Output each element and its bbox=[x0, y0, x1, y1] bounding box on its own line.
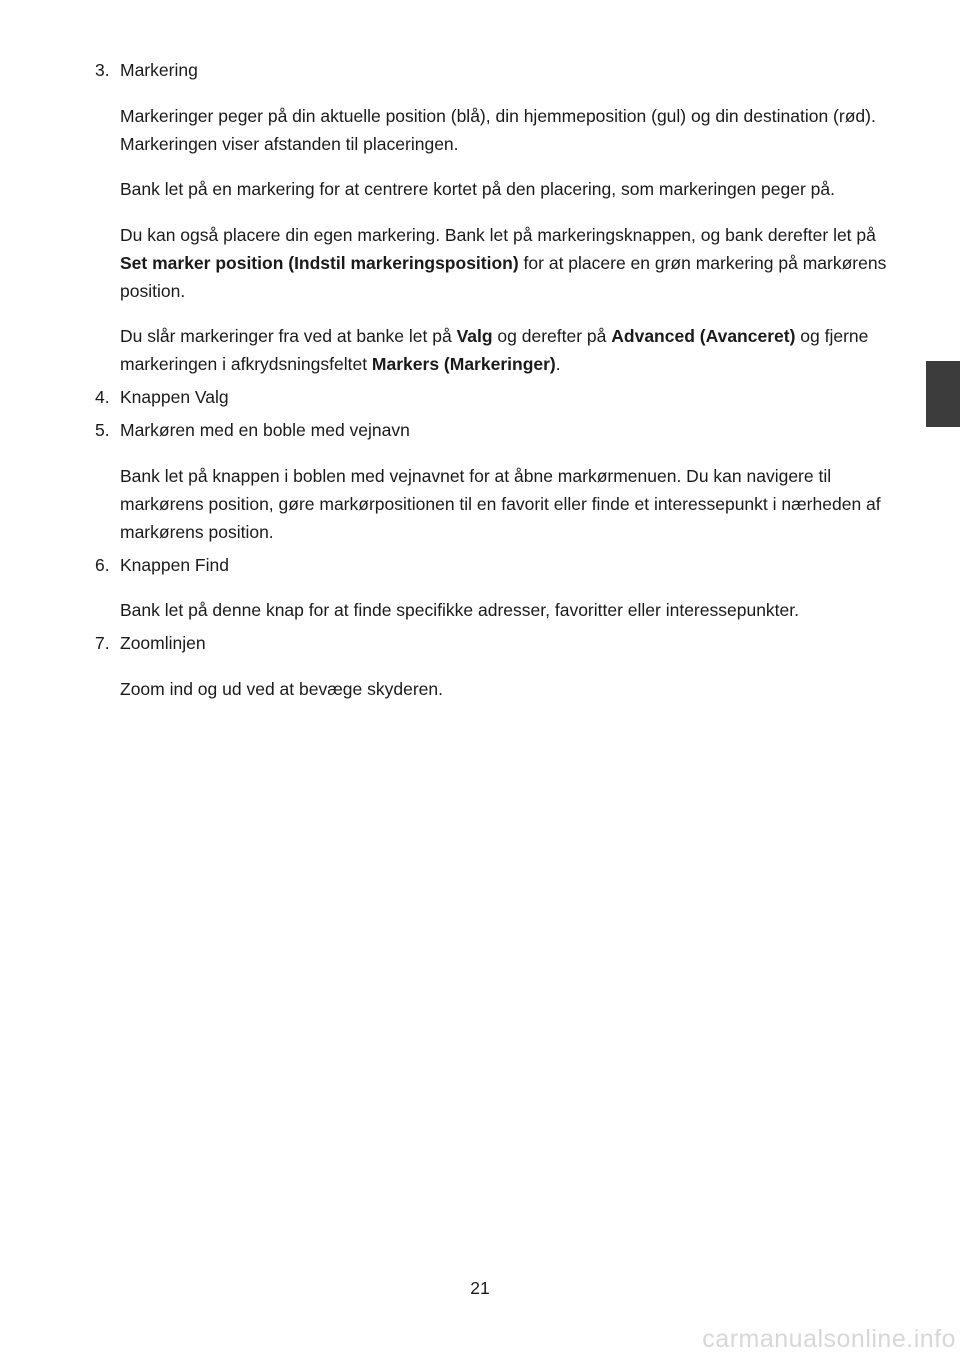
paragraph bbox=[120, 322, 895, 378]
manual-page-content bbox=[0, 56, 960, 708]
item-number: 6. bbox=[95, 554, 110, 575]
page-number: 21 bbox=[470, 1278, 490, 1298]
item-title: Knappen Valg bbox=[120, 387, 229, 407]
bold-term: Markers (Markeringer) bbox=[371, 354, 556, 374]
item-title: Knappen Find bbox=[120, 554, 229, 575]
item-title: Zoomlinjen bbox=[120, 633, 206, 653]
paragraph bbox=[120, 102, 895, 158]
list-item-heading bbox=[95, 551, 960, 579]
paragraph-text: Du slår markeringer fra ved at banke let på bbox=[120, 326, 457, 346]
list-item-heading bbox=[95, 416, 960, 444]
bold-term: Set marker position (Indstil markeringsposition) bbox=[120, 252, 519, 273]
list-item-heading bbox=[95, 56, 960, 84]
item-number: 5. bbox=[95, 420, 110, 440]
paragraph bbox=[120, 462, 895, 546]
item-number: 3. bbox=[95, 60, 110, 80]
paragraph bbox=[120, 596, 895, 624]
paragraph bbox=[120, 675, 895, 703]
bold-term: Valg bbox=[456, 326, 493, 346]
paragraph-text: Bank let på denne knap for at finde specifikke adresser, favoritter eller interessepunkter. bbox=[120, 600, 799, 620]
watermark: carmanualsonline.info bbox=[702, 1325, 956, 1353]
paragraph-text: Zoom ind og ud ved at bevæge skyderen. bbox=[120, 678, 443, 699]
paragraph bbox=[120, 221, 895, 305]
paragraph-text: Bank let på en markering for at centrere kortet på den placering, som markeringen peger på. bbox=[120, 179, 835, 199]
item-title: Markøren med en boble med vejnavn bbox=[120, 420, 410, 440]
item-number: 7. bbox=[95, 633, 110, 653]
item-number: 4. bbox=[95, 387, 110, 407]
list-item-heading bbox=[95, 383, 960, 411]
paragraph-text: Bank let på knappen i boblen med vejnavnet for at åbne markørmenuen. Du kan navigere til markørens position, gøre markørpositionen til en favorit eller finde et interessepunkt i nærheden af markørens position. bbox=[120, 465, 881, 542]
list-item-heading bbox=[95, 629, 960, 657]
paragraph-text: . bbox=[555, 354, 561, 374]
bold-term: Advanced (Avanceret) bbox=[611, 326, 796, 346]
paragraph-text: for at placere en grøn markering på markørens position. bbox=[120, 252, 887, 301]
paragraph-text: og fjerne markeringen i afkrydsningsfeltet bbox=[120, 326, 869, 374]
paragraph bbox=[120, 175, 895, 203]
item-title: Markering bbox=[120, 60, 198, 80]
paragraph-text: Du kan også placere din egen markering. Bank let på markeringsknappen, og bank derefter let på bbox=[120, 224, 876, 245]
paragraph-text: og derefter på bbox=[492, 326, 612, 346]
paragraph-text: Markeringer peger på din aktuelle position (blå), din hjemmeposition (gul) og din destination (rød). Markeringen viser afstanden til placeringen. bbox=[120, 105, 876, 154]
chapter-tab-marker bbox=[926, 361, 960, 427]
